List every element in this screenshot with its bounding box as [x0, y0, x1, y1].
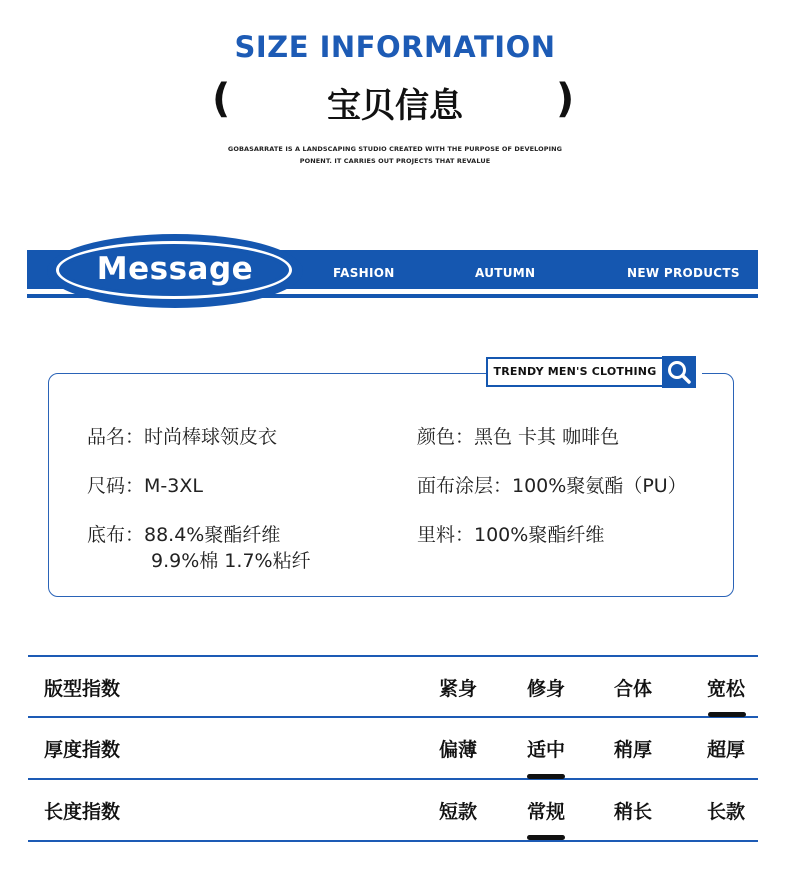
page-title: SIZE INFORMATION — [234, 30, 556, 64]
length-option: 常规 — [526, 801, 565, 823]
tag-connector — [474, 373, 486, 374]
info-base-fabric: 底布：88.4%聚酯纤维 — [87, 524, 281, 546]
table-divider — [28, 655, 758, 657]
length-option: 长款 — [706, 801, 745, 823]
table-divider — [28, 716, 758, 718]
fit-option: 宽松 — [706, 678, 745, 700]
banner-label-new-products: NEW PRODUCTS — [627, 266, 740, 280]
thickness-option: 偏薄 — [438, 739, 477, 761]
thickness-option: 稍厚 — [613, 739, 652, 761]
fit-index-label: 版型指数 — [44, 678, 121, 700]
info-coating: 面布涂层：100%聚氨酯（PU） — [417, 475, 687, 497]
right-paren: ) — [556, 76, 575, 122]
thickness-option: 适中 — [526, 739, 565, 761]
fit-option: 合体 — [613, 678, 652, 700]
banner-label-fashion: FASHION — [333, 266, 395, 280]
search-icon — [662, 356, 696, 388]
tagline-line-2: PONENT. IT CARRIES OUT PROJECTS THAT REVALUE — [299, 157, 491, 165]
tagline-line-1: GOBASARRATE IS A LANDSCAPING STUDIO CREATED WITH THE PURPOSE OF DEVELOPING — [227, 145, 563, 153]
info-name: 品名：时尚棒球领皮衣 — [87, 426, 278, 448]
thickness-index-label: 厚度指数 — [44, 739, 121, 761]
left-paren: ( — [212, 76, 231, 122]
banner-label-autumn: AUTUMN — [475, 266, 536, 280]
table-divider — [28, 840, 758, 842]
fit-option: 修身 — [526, 678, 565, 700]
subtitle-cn: 宝贝信息 — [327, 86, 463, 126]
fit-selected-marker — [708, 712, 746, 717]
message-badge-label: Message — [96, 251, 254, 287]
info-lining: 里料：100%聚酯纤维 — [417, 524, 605, 546]
info-color: 颜色：黑色 卡其 咖啡色 — [417, 426, 620, 448]
fit-option: 紧身 — [438, 678, 477, 700]
length-index-label: 长度指数 — [44, 801, 121, 823]
length-option: 稍长 — [613, 801, 652, 823]
table-divider — [28, 778, 758, 780]
info-base-fabric-cont: 9.9%棉 1.7%粘纤 — [151, 550, 311, 572]
length-selected-marker — [527, 835, 565, 840]
length-option: 短款 — [438, 801, 477, 823]
thickness-selected-marker — [527, 774, 565, 779]
thickness-option: 超厚 — [706, 739, 745, 761]
trendy-tag: TRENDY MEN'S CLOTHING — [486, 357, 664, 387]
info-size: 尺码：M-3XL — [87, 475, 203, 497]
